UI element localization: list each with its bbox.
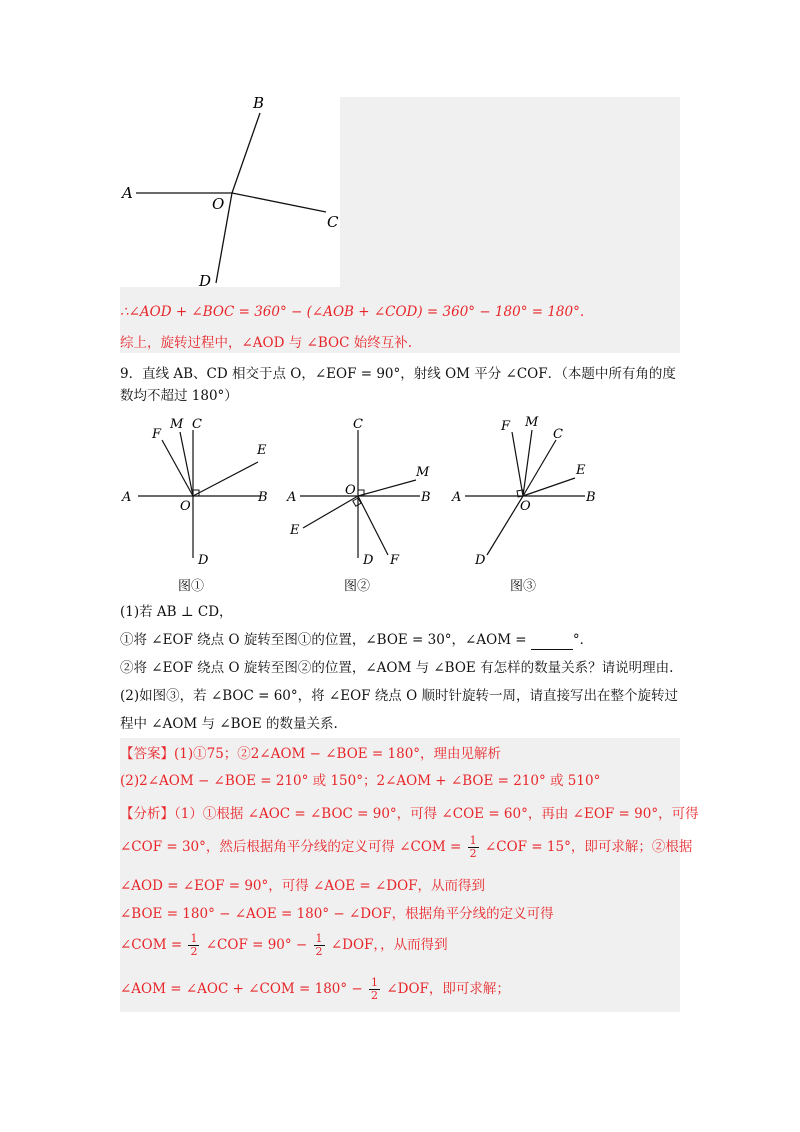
question-1-a-end: °． (572, 632, 594, 648)
fraction-half (468, 835, 479, 860)
analysis-line-6 (120, 974, 510, 1004)
fraction-denominator: 2 (371, 989, 379, 1002)
analysis-line-1: 【分析】（1）①根据 ∠AOC = ∠BOC = 90°，可得 ∠COE = 60°，再由 ∠EOF = 90°，可得 (120, 806, 699, 822)
fig2-label-a: A (287, 490, 297, 505)
figures-1-2-3 (120, 410, 610, 580)
analysis-line-4: ∠BOE = 180° − ∠AOE = 180° − ∠DOF，根据角平分线的定义可得 (120, 906, 554, 922)
fig2-label-d: D (363, 553, 374, 568)
point-label-a: A (122, 184, 133, 202)
fig2-label-c: C (353, 417, 363, 432)
analysis-line-5-b: ∠COF = 90° − (205, 937, 308, 953)
fig1-label-e: E (257, 443, 267, 458)
analysis-line-6-a: ∠AOM = ∠AOC + ∠COM = 180° − (120, 981, 363, 997)
fig1-label-d: D (198, 553, 209, 568)
figure-2-caption: 图② (344, 579, 371, 594)
fraction-numerator: 1 (315, 932, 323, 945)
solution-line-2: 综上，旋转过程中，∠AOD 与 ∠BOC 始终互补. (120, 335, 412, 351)
fraction-half-2 (188, 933, 199, 958)
fig1-label-f: F (152, 427, 162, 442)
analysis-line-2-a: ∠COF = 30°，然后根据角平分线的定义可得 ∠COM = (120, 839, 462, 855)
solution-equation: ∴∠AOD + ∠BOC = 360° − (∠AOB + ∠COD) = 360° − 180° = 180° (120, 304, 580, 320)
fraction-denominator: 2 (469, 847, 477, 860)
fraction-denominator: 2 (315, 945, 323, 958)
fig3-label-b: B (586, 490, 596, 505)
problem-line-2: 数均不超过 180°） (120, 388, 238, 404)
question-part-2-b: 程中 ∠AOM 与 ∠BOE 的数量关系. (120, 716, 338, 732)
answer-line-2: (2)2∠AOM − ∠BOE = 210° 或 150°；2∠AOM + ∠BOE = 210° 或 510° (120, 773, 601, 789)
analysis-line-5-c: ∠DOF，，从而得到 (330, 937, 448, 953)
figure-1-caption: 图① (178, 579, 205, 594)
question-1-a-text: ①将 ∠EOF 绕点 O 旋转至图①的位置，∠BOE = 30°，∠AOM = (120, 632, 527, 648)
figure-3 (451, 415, 596, 568)
fraction-numerator: 1 (469, 834, 477, 847)
fig3-label-d: D (475, 553, 486, 568)
fraction-half-4 (369, 977, 380, 1002)
fig1-label-c: C (192, 417, 202, 432)
point-label-b: B (253, 94, 265, 112)
figure-1 (121, 417, 268, 568)
fraction-denominator: 2 (190, 945, 198, 958)
analysis-line-6-b: ∠DOF，即可求解； (386, 981, 510, 997)
fig2-label-m: M (416, 465, 430, 480)
fig3-label-o: O (520, 499, 531, 514)
figure-2 (286, 417, 431, 568)
figure-3-caption: 图③ (510, 579, 537, 594)
fig1-label-m: M (170, 417, 184, 432)
analysis-line-3: ∠AOD = ∠EOF = 90°，可得 ∠AOE = ∠DOF，从而得到 (120, 878, 486, 894)
fig3-label-m: M (525, 415, 539, 430)
top-figure-background (340, 97, 680, 287)
problem-line-1: 9．直线 AB、CD 相交于点 O，∠EOF = 90°，射线 OM 平分 ∠COF．（本题中所有角的度 (120, 366, 676, 382)
point-label-d: D (199, 272, 212, 290)
question-1-b: ②将 ∠EOF 绕点 O 旋转至图②的位置，∠AOM 与 ∠BOE 有怎样的数量关系？请说明理由. (120, 660, 674, 676)
fraction-numerator: 1 (371, 976, 379, 989)
fig2-label-o: O (345, 483, 356, 498)
fig1-label-o: O (180, 499, 191, 514)
analysis-line-2 (120, 832, 692, 862)
fig1-label-a: A (122, 490, 132, 505)
fraction-numerator: 1 (190, 932, 198, 945)
fig2-label-e: E (290, 523, 300, 538)
analysis-line-2-b: ∠COF = 15°，即可求解；②根据 (484, 839, 693, 855)
fig3-label-a: A (452, 490, 462, 505)
analysis-line-5-a: ∠COM = (120, 937, 183, 953)
fig3-label-e: E (576, 463, 586, 478)
analysis-line-5 (120, 930, 448, 960)
fig3-label-c: C (553, 427, 563, 442)
point-label-o: O (212, 195, 225, 213)
solution-line-1-end: . (579, 304, 585, 320)
question-1-a (120, 630, 593, 650)
fig3-label-f: F (501, 419, 511, 434)
answer-blank[interactable] (531, 635, 573, 650)
question-part-1: (1)若 AB ⊥ CD， (120, 604, 233, 620)
question-part-2-a: (2)如图③，若 ∠BOC = 60°，将 ∠EOF 绕点 O 顺时针旋转一周，请直接写出在整个旋转过 (120, 688, 678, 704)
top-figure-diagram (120, 90, 340, 290)
solution-line-1 (120, 302, 584, 322)
answer-line-1: 【答案】(1)①75；②2∠AOM − ∠BOE = 180°，理由见解析 (120, 746, 502, 762)
fig2-label-b: B (421, 490, 431, 505)
fig2-label-f: F (390, 553, 400, 568)
fraction-half-3 (314, 933, 325, 958)
point-label-c: C (327, 213, 339, 231)
fig1-label-b: B (258, 490, 268, 505)
